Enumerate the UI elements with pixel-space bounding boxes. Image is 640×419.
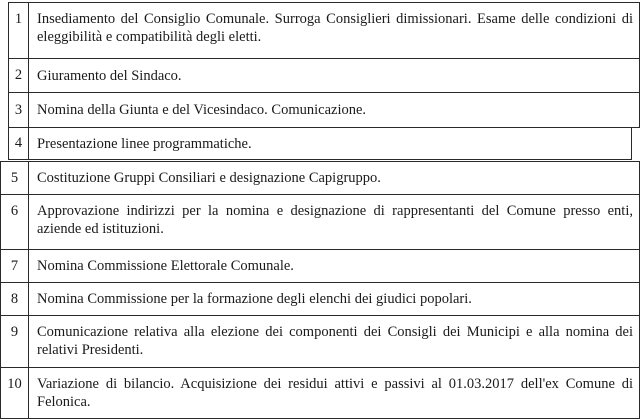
agenda-row-text-content: Variazione di bilancio. Acquisizione dei residui attivi e passivi al 01.03.2017 dell'ex Comune di Felonica. (37, 376, 633, 410)
agenda-row-number: 3 (9, 93, 29, 127)
agenda-row-number: 9 (1, 316, 29, 367)
agenda-row-text (29, 368, 639, 418)
agenda-row (8, 127, 632, 160)
agenda-row-text (29, 162, 639, 194)
agenda-row-text (29, 283, 639, 315)
agenda-row (8, 58, 640, 93)
agenda-row-number: 2 (9, 59, 29, 92)
agenda-row-number: 5 (1, 162, 29, 194)
agenda-row-text (29, 128, 631, 159)
agenda-row (8, 2, 640, 59)
agenda-row (0, 315, 640, 368)
agenda-row-text (29, 93, 639, 127)
agenda-row (8, 92, 640, 128)
agenda-row-text-content: Insediamento del Consiglio Comunale. Surroga Consiglieri dimissionari. Esame delle condizioni di eleggibilità e compatibilità degli eletti. (37, 11, 633, 45)
agenda-row-text-content: Approvazione indirizzi per la nomina e designazione di rappresentanti del Comune presso enti, aziende ed istituzioni. (37, 203, 633, 237)
agenda-row-number: 6 (1, 195, 29, 249)
agenda-row-number: 1 (9, 3, 29, 58)
agenda-row-number: 4 (9, 128, 29, 159)
agenda-row-text-content: Nomina Commissione Elettorale Comunale. (37, 258, 294, 274)
agenda-row-text-content: Nomina Commissione per la formazione degli elenchi dei giudici popolari. (37, 291, 472, 307)
agenda-row-text (29, 3, 639, 58)
agenda-row-text-content: Costituzione Gruppi Consiliari e designazione Capigruppo. (37, 170, 381, 186)
agenda-row-text-content: Nomina della Giunta e del Vicesindaco. Comunicazione. (37, 102, 367, 118)
agenda-row-text (29, 316, 639, 367)
agenda-row-text (29, 250, 639, 282)
agenda-row-text-content: Presentazione linee programmatiche. (37, 135, 252, 152)
agenda-row-text (29, 59, 639, 92)
agenda-row (0, 194, 640, 250)
agenda-row-text-content: Comunicazione relativa alla elezione dei componenti dei Consigli dei Municipi e alla nomina dei relativi Presidenti. (37, 324, 633, 358)
agenda-row (0, 367, 640, 419)
agenda-row-number: 8 (1, 283, 29, 315)
agenda-row (0, 282, 640, 316)
agenda-row-text-content: Giuramento del Sindaco. (37, 67, 182, 84)
agenda-row (0, 161, 640, 195)
agenda-row-number: 10 (1, 368, 29, 418)
agenda-row-text (29, 195, 639, 249)
agenda-row (0, 249, 640, 283)
agenda-row-number: 7 (1, 250, 29, 282)
